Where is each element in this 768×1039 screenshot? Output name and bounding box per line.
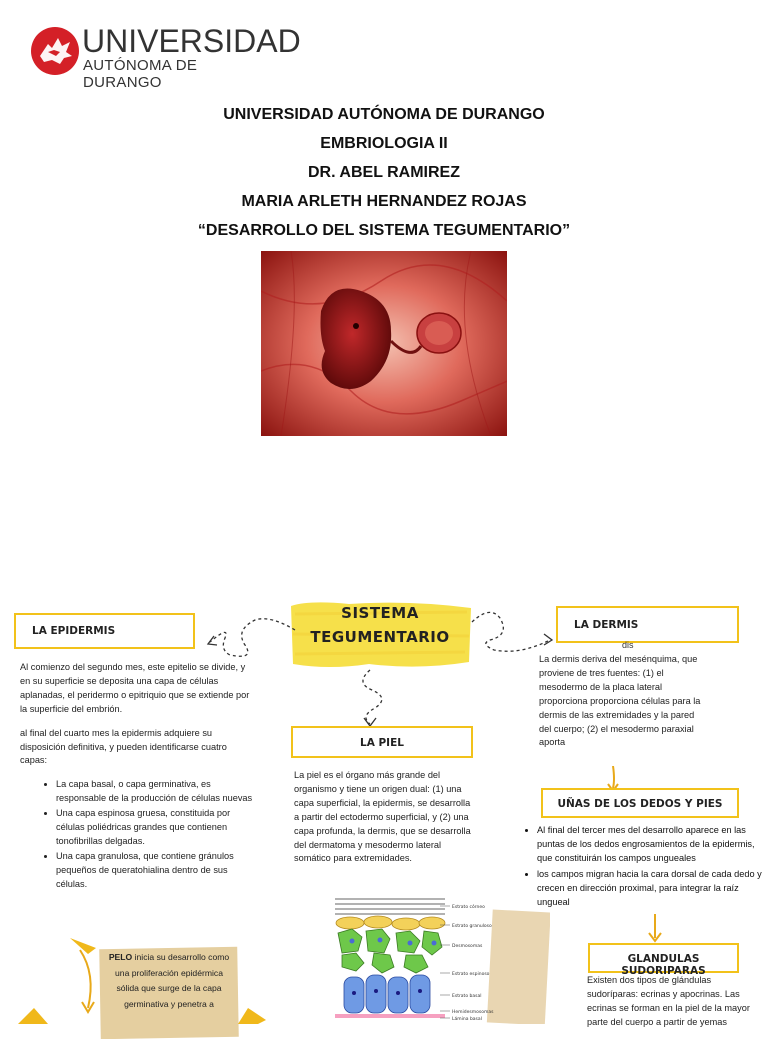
- epidermis-paragraph-1: Al comienzo del segundo mes, este epitelio se divide, y en su superficie se deposita una capa de células aplanadas, el peridermo o epitriquio que se extiende por la superficie del embrión.: [20, 662, 250, 714]
- wolf-seal-icon: [30, 26, 80, 76]
- professor-name: DR. ABEL RAMIREZ: [308, 164, 460, 181]
- piel-text: La piel es el órgano más grande del organismo y tiene un origen dual: (1) una capa superficial, la epidermis, se desarrolla a partir del ectodermo superficial, y (2) una capa profunda, la dermis, que se desarrolla del dermatoma y mesodermo lateral somático para extremidades.: [294, 770, 471, 864]
- connector-left: [200, 600, 300, 670]
- student-name: MARIA ARLETH HERNANDEZ ROJAS: [241, 193, 527, 210]
- dermis-text: La dermis deriva del mesénquima, que proviene de tres fuentes: (1) el mesodermo de la placa lateral proporciona proporciona células para la dermis de las extremidades y la pared del cuerpo; (2) el mesodermo paraxial aporta: [539, 654, 701, 748]
- dermis-label-box: [556, 606, 739, 643]
- embryo-photo: [261, 251, 507, 436]
- unas-text: [521, 824, 763, 911]
- skin-layers-diagram: [330, 893, 550, 1024]
- piel-label: LA PIEL: [360, 737, 404, 749]
- logo-subtitle: AUTÓNOMA DE DURANGO: [83, 57, 198, 91]
- glandulas-text: Existen dos tipos de glándulas sudoríparas: ecrinas y apocrinas. Las ecrinas se forman en la piel de la mayor parte del cuerpo a partir de yemas: [587, 975, 750, 1027]
- epidermis-label: LA EPIDERMIS: [32, 625, 116, 637]
- list-item: • los campos migran hacia la cara dorsal de cada dedo y crecen en dirección proximal, para integrar la raíz ungueal: [537, 868, 763, 910]
- diagram-label: Estrato basal: [452, 994, 482, 999]
- unas-label: UÑAS DE LOS DEDOS Y PIES: [557, 798, 723, 810]
- course-name: EMBRIOLOGIA II: [320, 135, 448, 152]
- connector-down: [350, 668, 400, 728]
- tape-right: [238, 1008, 266, 1024]
- list-item: • Al final del tercer mes del desarrollo aparece en las puntas de los dedos engrosamientos de la epidermis, que constituirán los campos ungueales: [537, 824, 763, 866]
- connector-right: [470, 600, 560, 660]
- glandulas-label: GLANDULAS SUDORIPARAS: [621, 953, 706, 977]
- list-item: • Una capa granulosa, que contiene gránulos pequeños de queratohialina dentro de sus células.: [56, 850, 256, 892]
- pelo-note-text: [104, 950, 234, 1012]
- piel-label-box: [291, 726, 473, 758]
- list-item: • La capa basal, o capa germinativa, es responsable de la producción de células nuevas: [56, 778, 256, 806]
- diagram-label: Estrato córneo: [452, 905, 485, 910]
- diagram-label: Estrato espinoso: [452, 972, 490, 977]
- diagram-label: Estrato granuloso: [452, 924, 492, 929]
- map-title: [290, 601, 470, 649]
- dermis-stray-text: dis: [622, 640, 634, 650]
- epidermis-label-box: [14, 613, 195, 649]
- pelo-body: inicia su desarrollo como una proliferación epidérmica sólida que surge de la capa germinativa y penetra a: [115, 952, 230, 1009]
- tape-left: [18, 1008, 48, 1024]
- diagram-label: Hemidesmosomas: [452, 1010, 494, 1015]
- pelo-bold: PELO: [108, 952, 133, 962]
- document-title: “DESARROLLO DEL SISTEMA TEGUMENTARIO”: [197, 222, 571, 239]
- epidermis-paragraph-2: al final del cuarto mes la epidermis adquiere su disposición definitiva, y pueden identificarse cuatro capas:: [20, 727, 227, 766]
- university-logo: [30, 23, 301, 91]
- university-name: UNIVERSIDAD AUTÓNOMA DE DURANGO: [223, 106, 545, 123]
- glandulas-label-box: [588, 943, 739, 977]
- diagram-label: Lámina basal: [452, 1017, 482, 1022]
- epidermis-layer-list: [20, 778, 256, 891]
- unas-label-box: [541, 788, 739, 818]
- unas-list: [521, 824, 763, 909]
- dermis-label: LA DERMIS: [574, 619, 639, 631]
- arrow-unas-glandulas: [645, 914, 665, 944]
- logo-wordmark: UNIVERSIDAD: [82, 23, 301, 59]
- epidermis-text: [20, 661, 256, 893]
- map-title-line1: SISTEMA: [341, 604, 419, 622]
- map-title-line2: TEGUMENTARIO: [310, 628, 450, 646]
- diagram-label: Desmosomas: [452, 944, 483, 949]
- list-item: • Una capa espinosa gruesa, constituida por células poliédricas grandes que contienen tonofibrillas delgadas.: [56, 807, 256, 849]
